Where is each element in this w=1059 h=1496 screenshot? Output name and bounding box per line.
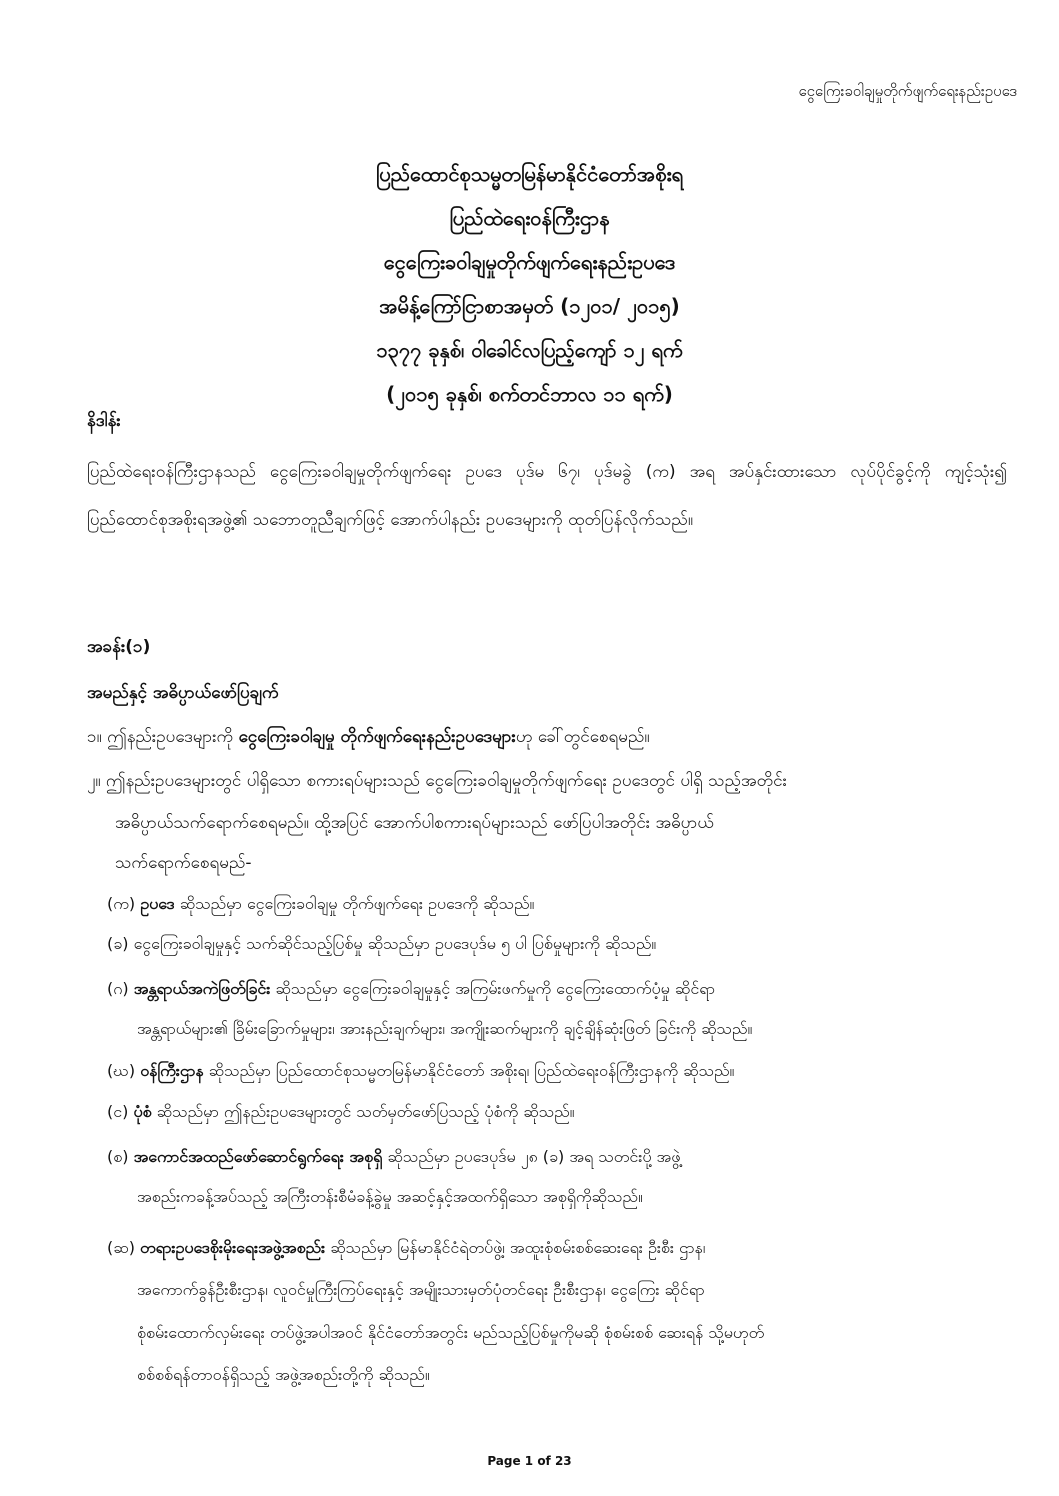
definition-text: ဆိုသည်မှာ ငွေကြေးခဝါချမှု တိုက်ဖျက်ရေး ဥပဒေကို ဆိုသည်။ — [174, 894, 535, 913]
definition-label: (ဆ) — [107, 1238, 135, 1257]
defined-term: တရားဥပဒေစိုးမိုးရေးအဖွဲ့အစည်း — [140, 1238, 326, 1257]
definition-hsa-continued-3: စစ်စစ်ရန်တာဝန်ရှိသည့် အဖွဲ့အစည်းတို့ကို ဆိုသည်။ — [137, 1365, 430, 1384]
rule-1-suffix: ဟု ခေါ်တွင်စေရမည်။ — [515, 727, 650, 747]
title-block — [0, 152, 1059, 416]
ministry-title: ပြည်ထဲရေးဝန်ကြီးဌာန — [449, 206, 610, 230]
definition-ga — [107, 978, 715, 1002]
definition-nga — [107, 1101, 575, 1125]
definition-label: (င) — [107, 1102, 129, 1121]
defined-term: အန္တရာယ်အကဲဖြတ်ခြင်း — [133, 979, 271, 998]
rule-1-prefix: ၁။ ဤနည်းဥပဒေများကို — [87, 727, 239, 747]
rule-2-line-3: သက်ရောက်စေရမည်- — [115, 853, 252, 873]
definition-text: ငွေကြေးခဝါချမှုနှင့် သက်ဆိုင်သည့်ပြစ်မှု ဆိုသည်မှာ ဥပဒေပုဒ်မ ၅ ပါ ပြစ်မှုများကို ဆိုသည်။ — [133, 934, 657, 953]
definition-label: (ဂ) — [107, 979, 129, 998]
notification-number: အမိန့်ကြော်ငြာစာအမှတ် (၁၂၀၁/ ၂၀၁၅) — [379, 294, 680, 318]
defined-term: အကောင်အထည်ဖော်ဆောင်ရွက်ရေး အစုရှိ — [133, 1147, 383, 1166]
definition-ga-continued: အန္တရာယ်များ၏ ခြိမ်းခြောက်မှုများ၊ အားနည်းချက်များ၊ အကျိုးဆက်များကို ချင့်ချိန်ဆုံးဖြတ် ခြင်းကို ဆိုသည်။ — [137, 1019, 753, 1038]
defined-term: ဝန်ကြီးဌာန — [140, 1061, 204, 1080]
definition-label: (က) — [107, 894, 136, 913]
defined-term: ဥပဒေ — [140, 894, 175, 913]
definition-text: ဆိုသည်မှာ ဤနည်းဥပဒေများတွင် သတ်မှတ်ဖော်ပြသည့် ပုံစံကို ဆိုသည်။ — [151, 1102, 575, 1121]
definition-text: ဆိုသည်မှာ မြန်မာနိုင်ငံရဲတပ်ဖွဲ့၊ အထူးစုံစမ်းစစ်ဆေးရေး ဦးစီး ဌာန၊ — [325, 1238, 706, 1257]
definition-label: (စ) — [107, 1147, 129, 1166]
definition-hsa — [107, 1237, 705, 1261]
definition-kha — [107, 933, 656, 957]
definition-hsa-continued-2: စုံစမ်းထောက်လှမ်းရေး တပ်ဖွဲ့အပါအဝင် နိုင်ငံတော်အတွင်း မည်သည့်ပြစ်မှုကိုမဆို စုံစမ်းစစ် ဆေးရန် သို့မဟုတ် — [137, 1323, 765, 1342]
gregorian-date: (၂၀၁၅ ခုနှစ်၊ စက်တင်ဘာလ ၁၁ ရက်) — [386, 382, 673, 406]
definition-hsa-continued-1: အကောက်ခွန်ဦးစီးဌာန၊ လူဝင်မှုကြီးကြပ်ရေးနှင့် အမျိုးသားမှတ်ပုံတင်ရေး ဦးစီးဌာန၊ ငွေကြေး ဆိုင်ရာ — [137, 1280, 705, 1299]
government-title: ပြည်ထောင်စုသမ္မတမြန်မာနိုင်ငံတော်အစိုးရ — [375, 162, 684, 186]
definition-text: ဆိုသည်မှာ ဥပဒေပုဒ်မ ၂၈ (ခ) အရ သတင်းပို့ အဖွဲ့ — [382, 1147, 681, 1166]
definition-text: ဆိုသည်မှာ ငွေကြေးခဝါချမှုနှင့် အကြမ်းဖက်မှုကို ငွေကြေးထောက်ပံ့မှု ဆိုင်ရာ — [270, 979, 715, 998]
chapter-number: အခန်း(၁) — [87, 637, 151, 657]
definition-sa-continued: အစည်းကခန့်အပ်သည့် အကြီးတန်းစီမံခန့်ခွဲမှု အဆင့်နှင့်အထက်ရှိသော အစုရှိကိုဆိုသည်။ — [137, 1187, 643, 1206]
definition-text: ဆိုသည်မှာ ပြည်ထောင်စုသမ္မတမြန်မာနိုင်ငံတော် အစိုးရ၊ ပြည်ထဲရေးဝန်ကြီးဌာနကို ဆိုသည်။ — [203, 1061, 735, 1080]
definition-label: (ခ) — [107, 934, 129, 953]
definition-ka — [107, 893, 534, 917]
defined-term: ပုံစံ — [133, 1102, 152, 1121]
definition-label: (ဃ) — [107, 1061, 136, 1080]
rule-1-short-title: ငွေကြေးခဝါချမှု တိုက်ဖျက်ရေးနည်းဥပဒေများ — [238, 727, 516, 747]
definition-gha — [107, 1060, 734, 1084]
rule-1 — [87, 726, 650, 751]
preamble-text: ပြည်ထဲရေးဝန်ကြီးဌာနသည် ငွေကြေးခဝါချမှုတိုက်ဖျက်ရေး ဥပဒေ ပုဒ်မ ၆၇၊ ပုဒ်မခွဲ (က) အရ အပ်နှင်းထားသော လုပ်ပိုင်ခွင့်ကို ကျင့်သုံး၍ ပြည်ထောင်စုအစိုးရအဖွဲ့၏ သဘောတူညီချက်ဖြင့် အောက်ပါနည်း ဥပဒေများကို ထုတ်ပြန်လိုက်သည်။ — [87, 462, 1007, 530]
preamble-heading: နိဒါန်း — [87, 411, 121, 431]
chapter-title: အမည်နှင့် အဓိပ္ပာယ်ဖော်ပြချက် — [87, 683, 279, 703]
rule-2-line-2: အဓိပ္ပာယ်သက်ရောက်စေရမည်။ ထို့အပြင် အောက်ပါစကားရပ်များသည် ဖော်ပြပါအတိုင်း အဓိပ္ပာယ် — [115, 813, 714, 833]
rule-2-line-1: ၂။ ဤနည်းဥပဒေများတွင် ပါရှိသော စကားရပ်များသည် ငွေကြေးခဝါချမှုတိုက်ဖျက်ရေး ဥပဒေတွင် ပါရှိ သည့်အတိုင်း — [87, 771, 787, 791]
rules-title: ငွေကြေးခဝါချမှုတိုက်ဖျက်ရေးနည်းဥပဒေ — [383, 250, 676, 274]
definition-sa — [107, 1146, 680, 1170]
myanmar-date: ၁၃၇၇ ခုနှစ်၊ ဝါခေါင်လပြည့်ကျော် ၁၂ ရက် — [376, 338, 683, 362]
page-number: Page 1 of 23 — [487, 1454, 572, 1468]
running-header: ငွေကြေးခဝါချမှုတိုက်ဖျက်ရေးနည်းဥပဒေ — [798, 82, 1017, 100]
